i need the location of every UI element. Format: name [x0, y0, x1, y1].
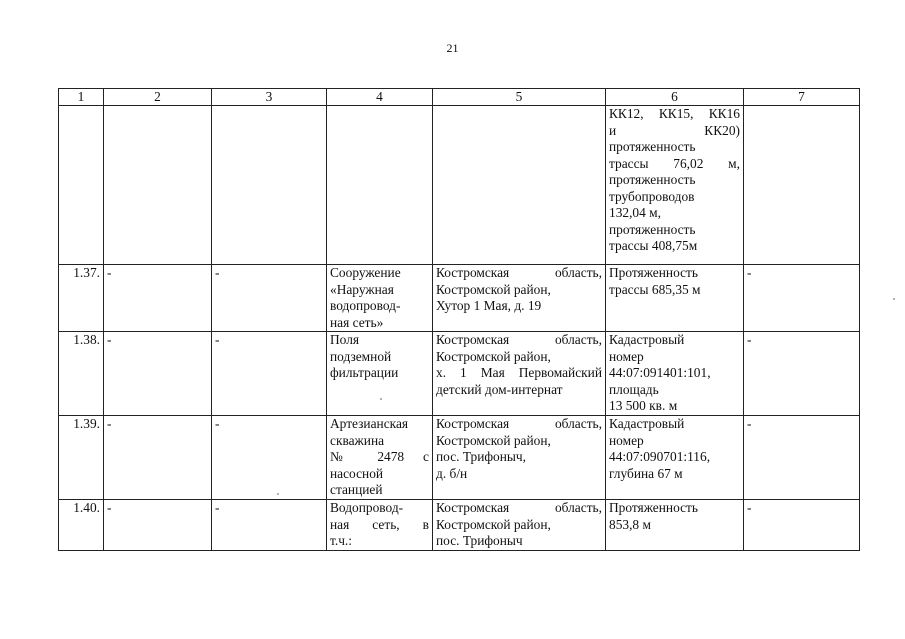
cell-col2: - [104, 500, 212, 551]
cell-col7: - [744, 265, 860, 332]
row-number-cell: 1.38. [59, 332, 104, 416]
column-header: 2 [104, 89, 212, 106]
characteristics-line: трассы 408,75м [609, 238, 698, 253]
address-line: Костромской район, [436, 516, 551, 532]
object-name-line: станцией [330, 482, 383, 497]
cell-col3: - [212, 416, 327, 500]
address-line: детский дом-интернат [436, 381, 563, 397]
column-header: 6 [606, 89, 744, 106]
characteristics-line: и КК20) [609, 122, 740, 138]
characteristics-line: трубопроводов [609, 188, 695, 204]
characteristics-line: 44:07:090701:116, [609, 449, 711, 464]
address-line: Костромской район, [436, 281, 551, 297]
cell-col3: - [212, 332, 327, 416]
address-cell [433, 500, 606, 551]
row-number-cell: 1.40. [59, 500, 104, 551]
object-name-line: ная сеть» [330, 314, 384, 330]
characteristics-line: трассы 76,02 м, [609, 155, 740, 171]
characteristics-line: трассы 685,35 м [609, 281, 701, 297]
address-line: пос. Трифоныч [436, 533, 523, 548]
object-name-line: ная сеть, в [330, 516, 429, 532]
address-cell [433, 332, 606, 416]
characteristics-line: КК12, КК15, КК16 [609, 106, 740, 121]
row-number-cell: 1.37. [59, 265, 104, 332]
table-row [59, 265, 860, 332]
page-number: 21 [446, 41, 459, 55]
characteristics-line: Протяженность [609, 265, 699, 280]
characteristics-line: площадь [609, 381, 659, 397]
object-name-line: т.ч.: [330, 533, 352, 548]
column-header: 4 [327, 89, 433, 106]
characteristics-line: Кадастровый [609, 332, 685, 347]
cell-col2: - [104, 265, 212, 332]
object-name-line: «Наружная [330, 281, 394, 297]
characteristics-cell [606, 500, 744, 551]
address-line: Костромская область, [436, 265, 602, 280]
cell-col7 [744, 106, 860, 265]
cell-col3 [212, 106, 327, 265]
object-name-line: Водопровод- [330, 500, 404, 515]
characteristics-line: Протяженность [609, 500, 699, 515]
column-header: 7 [744, 89, 860, 106]
characteristics-line: протяженность [609, 221, 696, 237]
object-name-line: Сооружение [330, 265, 401, 280]
registry-table [58, 88, 860, 551]
address-cell [433, 265, 606, 332]
address-line: пос. Трифоныч, [436, 449, 526, 464]
address-line: Хутор 1 Мая, д. 19 [436, 298, 542, 313]
table-row-continuation [59, 106, 860, 265]
characteristics-line: Кадастровый [609, 416, 685, 431]
object-name-cell [327, 500, 433, 551]
address-cell [433, 106, 606, 265]
object-name-line: Артезианская [330, 416, 409, 431]
characteristics-line: протяженность [609, 139, 696, 154]
characteristics-cell [606, 265, 744, 332]
cell-col2 [104, 106, 212, 265]
address-line: Костромской район, [436, 348, 551, 364]
object-name-cell [327, 332, 433, 416]
object-name-line: насосной [330, 465, 384, 481]
characteristics-line: глубина 67 м [609, 465, 683, 481]
row-number-cell: 1.39. [59, 416, 104, 500]
object-name-cell [327, 265, 433, 332]
column-number-row [59, 89, 860, 106]
characteristics-line: 44:07:091401:101, [609, 365, 711, 380]
column-header: 5 [433, 89, 606, 106]
characteristics-line: протяженность [609, 172, 696, 187]
object-name-line: № 2478 с [330, 449, 429, 464]
address-line: Костромская область, [436, 332, 602, 347]
table-row [59, 500, 860, 551]
characteristics-cell [606, 332, 744, 416]
scan-speck [893, 298, 895, 300]
cell-col7: - [744, 500, 860, 551]
characteristics-line: номер [609, 432, 644, 448]
cell-col7: - [744, 416, 860, 500]
cell-col7: - [744, 332, 860, 416]
address-cell [433, 416, 606, 500]
column-header: 3 [212, 89, 327, 106]
object-name-line: Поля [330, 332, 360, 347]
cell-col2: - [104, 332, 212, 416]
scan-speck [380, 398, 382, 400]
address-line: Костромская область, [436, 416, 602, 431]
characteristics-cell [606, 416, 744, 500]
object-name-line: подземной [330, 348, 392, 364]
characteristics-cell [606, 106, 744, 265]
characteristics-line: 853,8 м [609, 516, 651, 532]
address-line: х. 1 Мая Первомайский [436, 365, 602, 380]
address-line: Костромская область, [436, 500, 602, 515]
object-name-line: фильтрации [330, 365, 399, 380]
object-name-line: водопровод- [330, 298, 401, 313]
address-line: д. б/н [436, 465, 468, 481]
object-name-line: скважина [330, 432, 385, 448]
column-header: 1 [59, 89, 104, 106]
table-row [59, 416, 860, 500]
object-name-cell [327, 106, 433, 265]
characteristics-line: 132,04 м, [609, 205, 661, 220]
row-number-cell [59, 106, 104, 265]
object-name-cell [327, 416, 433, 500]
table-row [59, 332, 860, 416]
characteristics-line: 13 500 кв. м [609, 398, 678, 413]
characteristics-line: номер [609, 348, 644, 364]
address-line: Костромской район, [436, 432, 551, 448]
cell-col2: - [104, 416, 212, 500]
cell-col3: - [212, 500, 327, 551]
scan-speck [277, 493, 279, 495]
cell-col3: - [212, 265, 327, 332]
